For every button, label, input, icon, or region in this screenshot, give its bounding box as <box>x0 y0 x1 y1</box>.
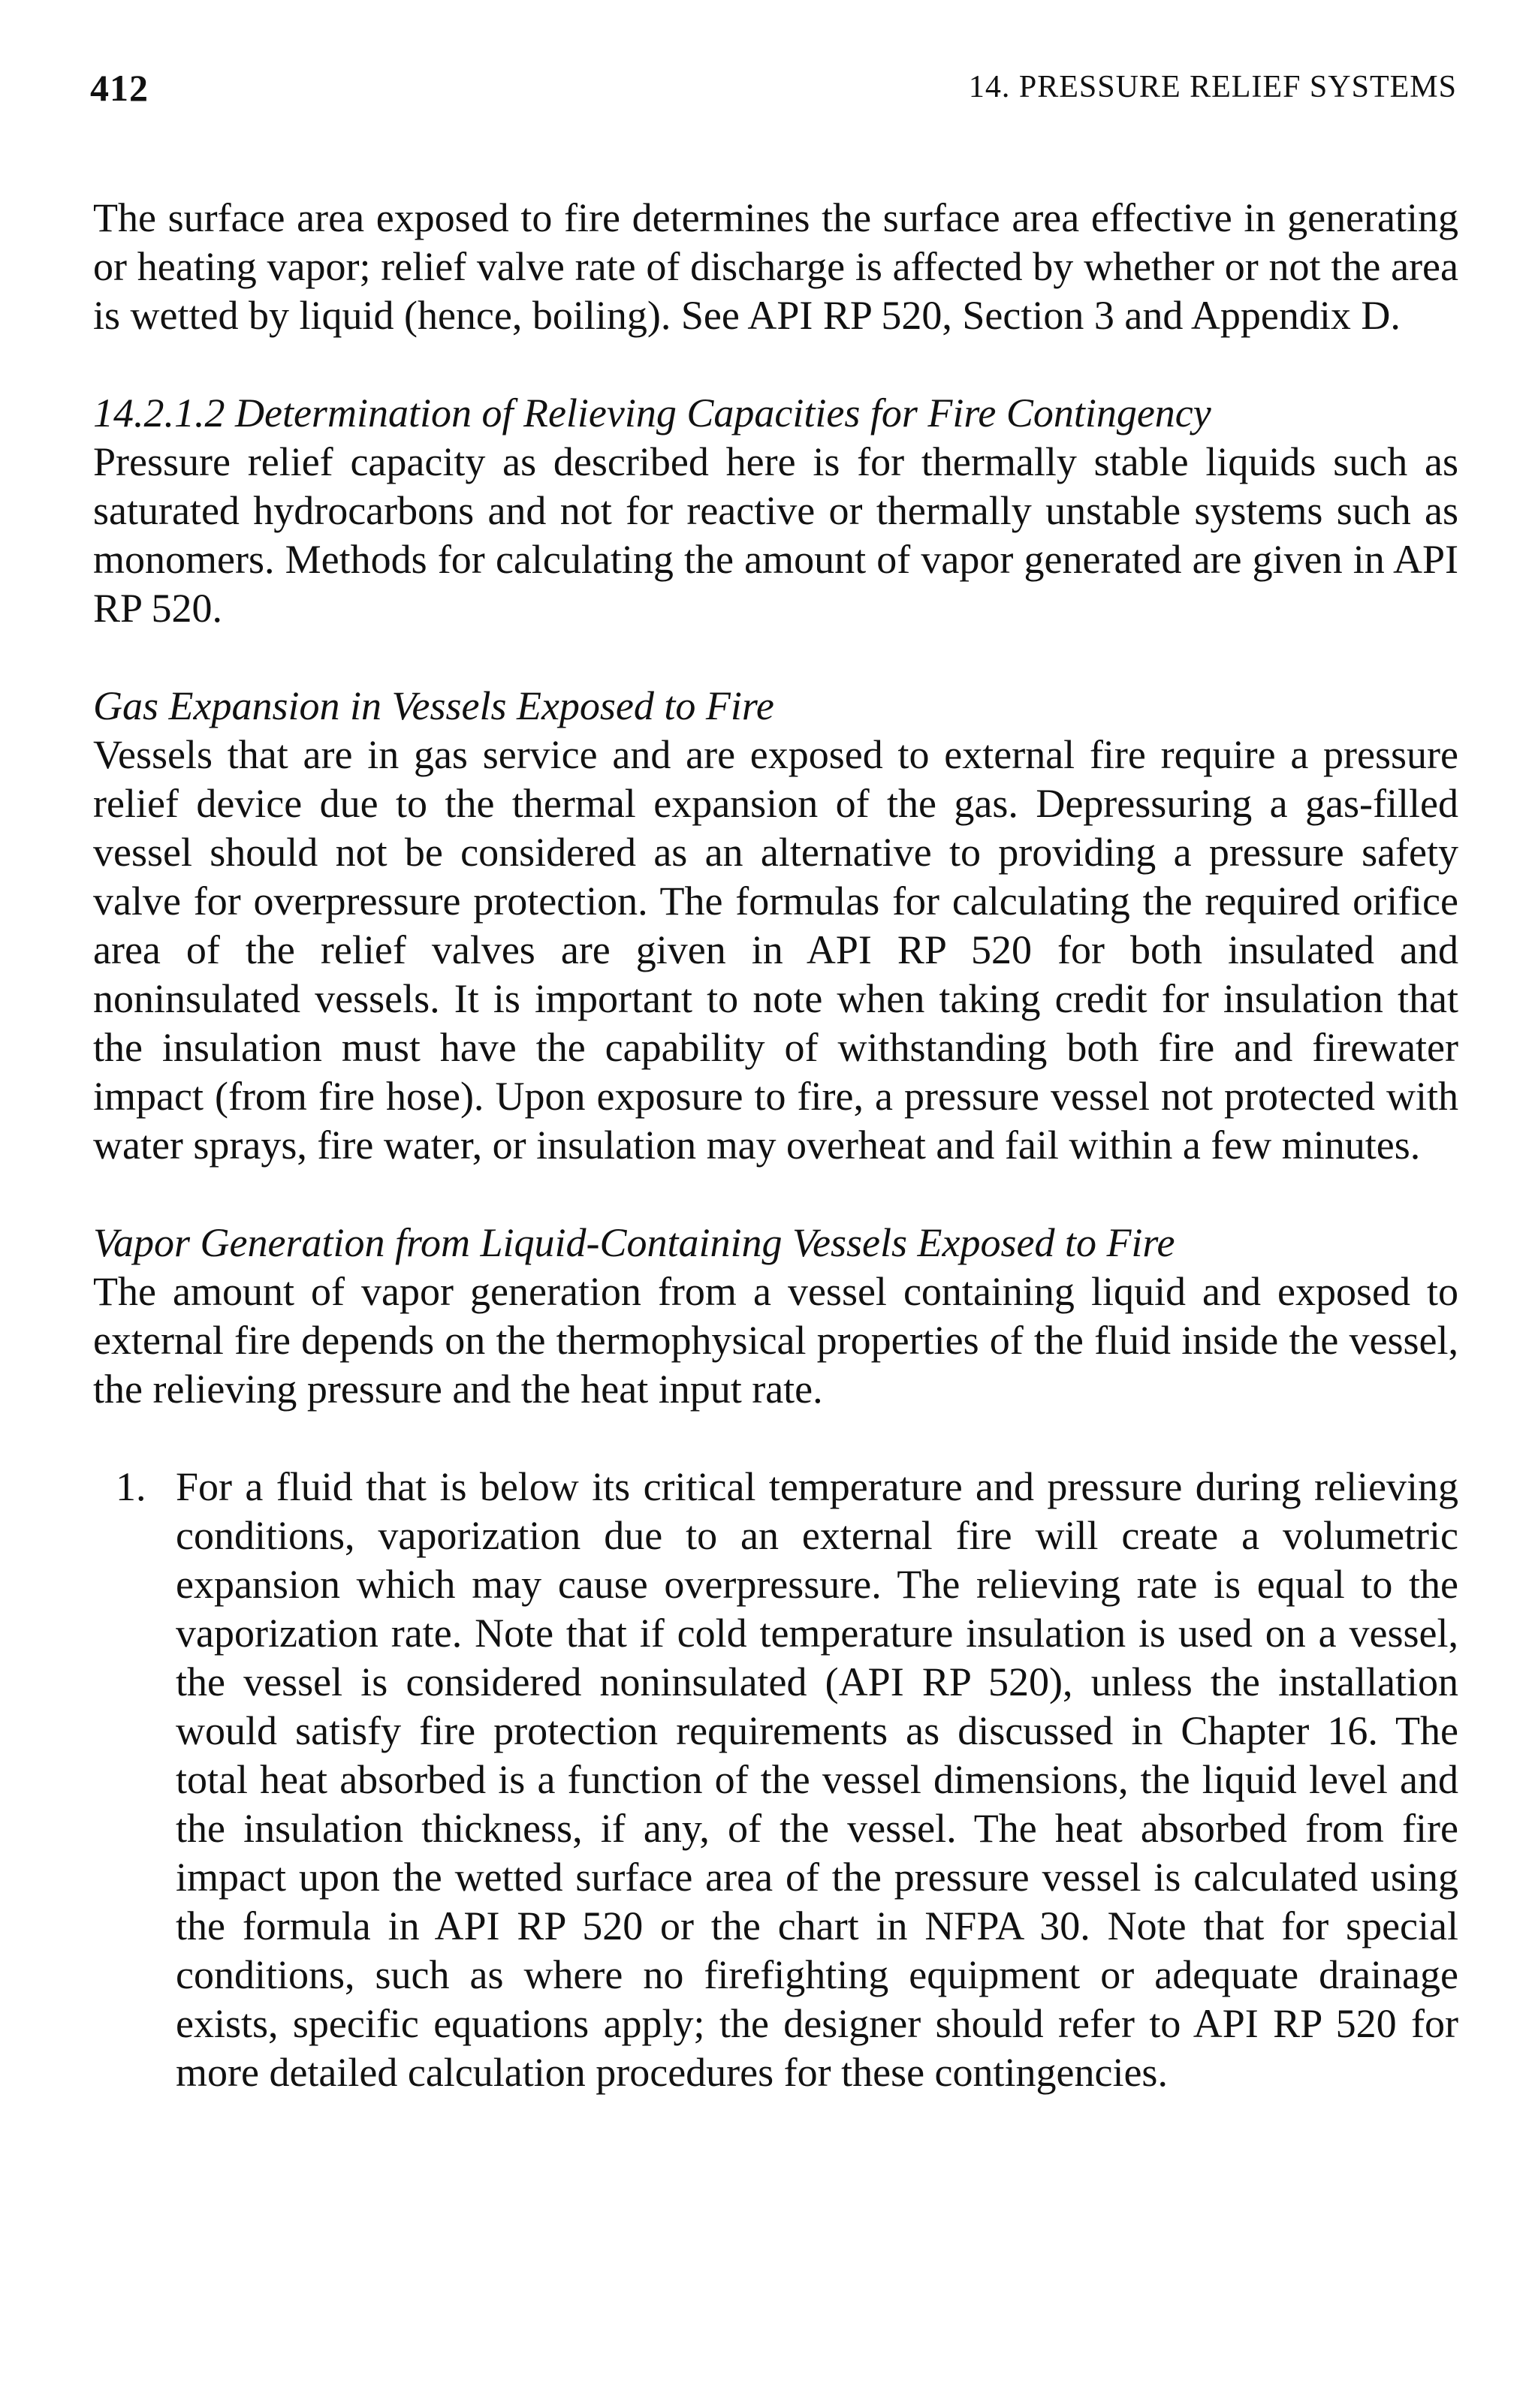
list-item-text: For a fluid that is below its critical temperature and pressure during relieving conditions, vaporization due to an external fire will create a volumetric expansion which may cause overpressure. The relieving rate is equal to the vaporization rate. Note that if cold temperature insulation is used on a vessel, the vessel is considered noninsulated (API RP 520), unless the installation would satisfy fire protection requirements as discussed in Chapter 16. The total heat absorbed is a function of the vessel dimensions, the liquid level and the insulation thickness, if any, of the vessel. The heat absorbed from fire impact upon the wetted surface area of the pressure vessel is calculated using the formula in API RP 520 or the chart in NFPA 30. Note that for special conditions, such as where no firefighting equipment or adequate drainage exists, specific equations apply; the designer should refer to API RP 520 for more detailed calculation procedures for these contingencies. <box>176 1464 1458 2095</box>
vapor-generation-paragraph: The amount of vapor generation from a vessel containing liquid and exposed to external fire depends on the thermophysical properties of the fluid inside the vessel, the relieving pressure and the heat input rate. <box>93 1269 1458 1412</box>
body-text <box>93 194 1458 2097</box>
section-paragraph: Pressure relief capacity as described here is for thermally stable liquids such as saturated hydrocarbons and not for reactive or thermally unstable systems such as monomers. Methods for calculating the amount of vapor generated are given in API RP 520. <box>93 439 1458 631</box>
gas-expansion-heading: Gas Expansion in Vessels Exposed to Fire <box>93 683 774 728</box>
page-number: 412 <box>90 67 149 109</box>
vapor-generation-heading: Vapor Generation from Liquid-Containing Vessels Exposed to Fire <box>93 1220 1175 1265</box>
vapor-generation-section <box>93 1219 1458 1414</box>
running-title: 14. PRESSURE RELIEF SYSTEMS <box>968 70 1457 104</box>
running-head <box>90 66 1457 119</box>
section-heading: 14.2.1.2 Determination of Relieving Capacities for Fire Contingency <box>93 390 1211 435</box>
list-item <box>93 1463 1458 2097</box>
intro-paragraph: The surface area exposed to fire determines the surface area effective in generating or heating vapor; relief valve rate of discharge is affected by whether or not the area is wetted by liquid (hence, boiling). See API RP 520, Section 3 and Appendix D. <box>93 195 1458 338</box>
list-item-number: 1. <box>116 1464 146 1509</box>
gas-expansion-paragraph: Vessels that are in gas service and are exposed to external fire require a pressure relief device due to the thermal expansion of the gas. Depressuring a gas-filled vessel should not be considered as an alternative to providing a pressure safety valve for overpressure protection. The formulas for calculating the required orifice area of the relief valves are given in API RP 520 for both insulated and noninsulated vessels. It is important to note when taking credit for insulation that the insulation must have the capability of withstanding both fire and firewater impact (from fire hose). Upon exposure to fire, a pressure vessel not protected with water sprays, fire water, or insulation may overheat and fail within a few minutes. <box>93 732 1458 1168</box>
gas-expansion-section <box>93 682 1458 1170</box>
section-14-2-1-2 <box>93 389 1458 633</box>
